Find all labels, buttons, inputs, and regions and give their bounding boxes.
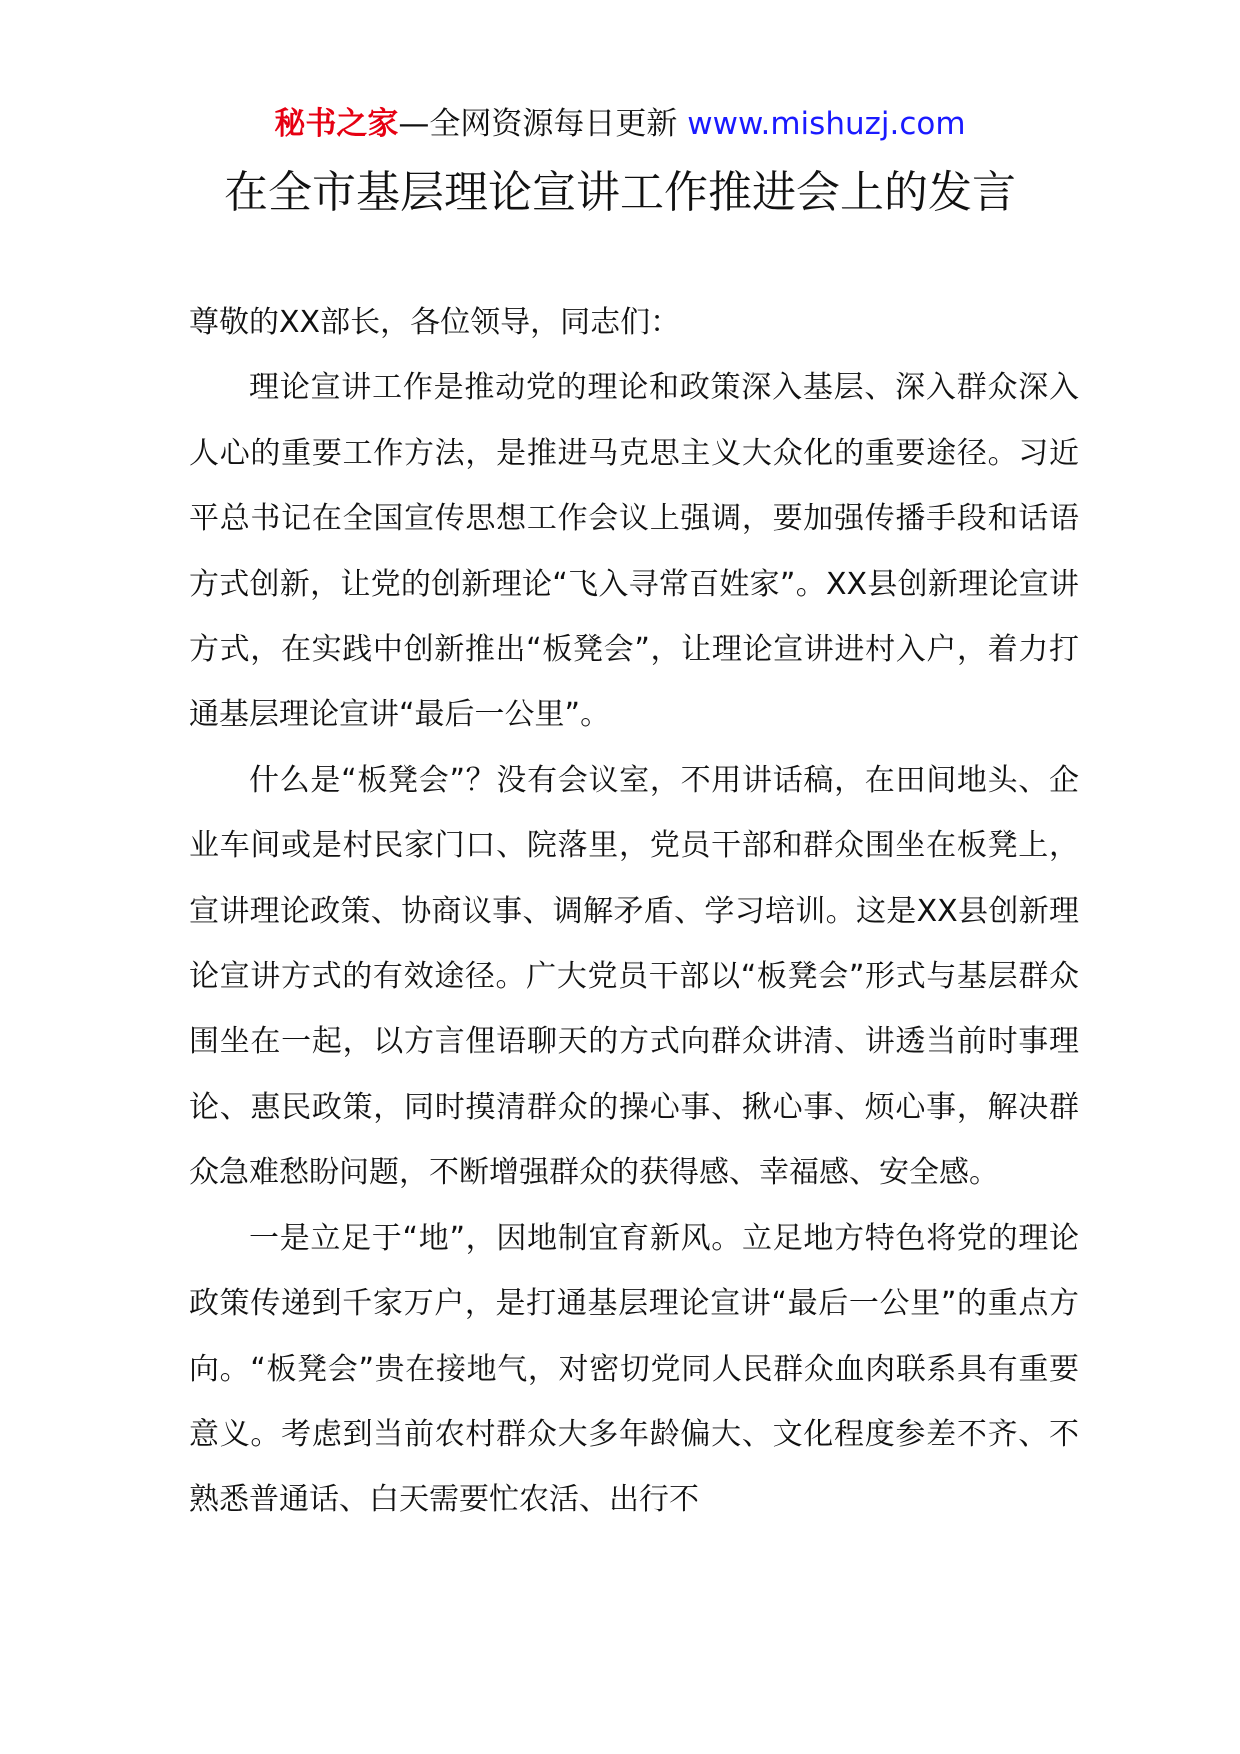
- salutation: 尊敬的XX部长，各位领导，同志们：: [189, 305, 681, 340]
- paragraph-3: 一是立足于“地”，因地制宜育新风。立足地方特色将党的理论政策传递到千家万户，是打通基层理论宣讲“最后一公里”的重点方向。“板凳会”贵在接地气，对密切党同人民群众血肉联系具有重要意义。考虑到当前农村群众大多年龄偏大、文化程度参差不齐、不熟悉普通话、白天需要忙农活、出行不: [189, 1220, 1079, 1518]
- paragraph-2: 什么是“板凳会”？没有会议室，不用讲话稿，在田间地头、企业车间或是村民家门口、院落里，党员干部和群众围坐在板凳上，宣讲理论政策、协商议事、调解矛盾、学习培训。这是XX县创新理论宣讲方式的有效途径。广大党员干部以“板凳会”形式与基层群众围坐在一起，以方言俚语聊天的方式向群众讲清、讲透当前时事理论、惠民政策，同时摸清群众的操心事、揪心事、烦心事，解决群众急难愁盼问题，不断增强群众的获得感、幸福感、安全感。: [189, 762, 1079, 1191]
- document-body: [189, 290, 1079, 1533]
- brand-name: 秘书之家: [274, 106, 399, 142]
- site-banner: [0, 100, 1240, 148]
- brand-slogan: —全网资源每日更新: [398, 106, 678, 142]
- paragraph-1: 理论宣讲工作是推动党的理论和政策深入基层、深入群众深入人心的重要工作方法，是推进马克思主义大众化的重要途径。习近平总书记在全国宣传思想工作会议上强调，要加强传播手段和话语方式创新，让党的创新理论“飞入寻常百姓家”。XX县创新理论宣讲方式，在实践中创新推出“板凳会”，让理论宣讲进村入户，着力打通基层理论宣讲“最后一公里”。: [189, 370, 1079, 733]
- site-url-link[interactable]: www.mishuzj.com: [687, 106, 966, 142]
- document-title: 在全市基层理论宣讲工作推进会上的发言: [224, 167, 1016, 218]
